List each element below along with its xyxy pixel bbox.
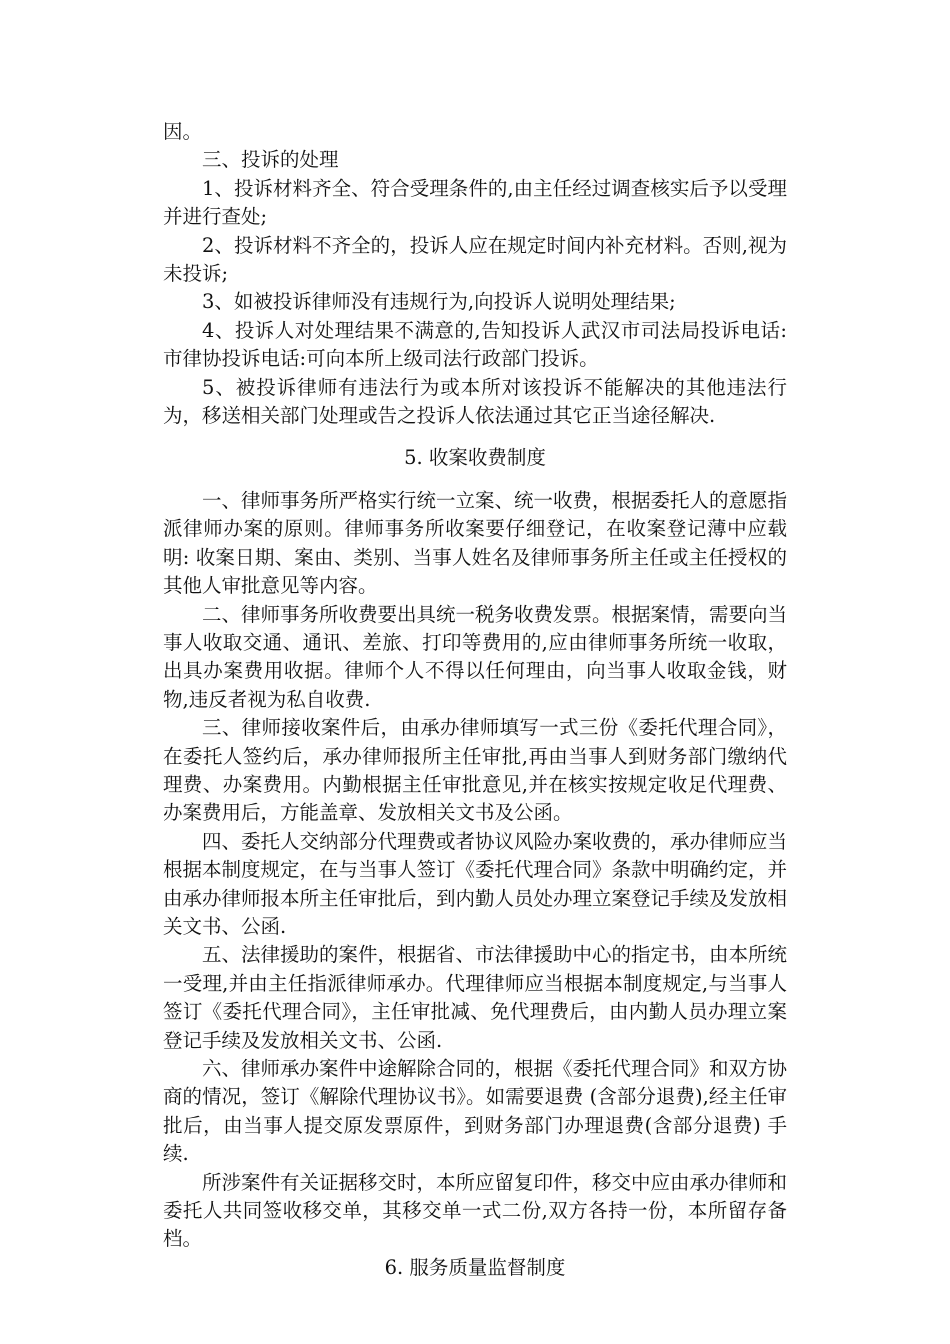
fee-paragraph-5: 五、法律援助的案件，根据省、市法律援助中心的指定书，由本所统一受理,并由主任指派律师承办。代理律师应当根据本制度规定,与当事人签订《委托代理合同》，主任审批减、免代理费后，由内勤人员办理立案登记手续及发放相关文书、公函. bbox=[163, 943, 788, 1052]
complaint-item-3: 3、如被投诉律师没有违规行为,向投诉人说明处理结果; bbox=[202, 290, 676, 314]
complaint-item-5: 5、被投诉律师有违法行为或本所对该投诉不能解决的其他违法行为，移送相关部门处理或告之投诉人依法通过其它正当途径解决. bbox=[163, 375, 787, 428]
complaint-item-2: 2、投诉材料不齐全的，投诉人应在规定时间内补充材料。否则,视为未投诉; bbox=[163, 233, 787, 286]
fee-paragraph-2: 二、律师事务所收费要出具统一税务收费发票。根据案情，需要向当事人收取交通、通讯、差旅、打印等费用的,应由律师事务所统一收取，出具办案费用收据。律师个人不得以任何理由，向当事人收取金钱，财物,违反者视为私自收费. bbox=[163, 602, 788, 711]
paragraph-tail: 因。 bbox=[163, 120, 203, 143]
section-title-6: 6. 服务质量监督制度 bbox=[384, 1255, 566, 1279]
fee-paragraph-7: 所涉案件有关证据移交时，本所应留复印件，移交中应由承办律师和委托人共同签收移交单，其移交单一式二份,双方各持一份，本所留存备档。 bbox=[163, 1170, 788, 1251]
fee-paragraph-4: 四、委托人交纳部分代理费或者协议风险办案收费的，承办律师应当根据本制度规定，在与当事人签订《委托代理合同》条款中明确约定，并由承办律师报本所主任审批后，到内勤人员处办理立案登记手续及发放相关文书、公函. bbox=[163, 829, 788, 938]
complaint-item-1: 1、投诉材料齐全、符合受理条件的,由主任经过调查核实后予以受理并进行查处; bbox=[163, 176, 787, 229]
complaint-item-4: 4、投诉人对处理结果不满意的,告知投诉人武汉市司法局投诉电话: 市律协投诉电话:可向本所上级司法行政部门投诉。 bbox=[163, 318, 787, 371]
fee-paragraph-1: 一、律师事务所严格实行统一立案、统一收费，根据委托人的意愿指派律师办案的原则。律师事务所收案要仔细登记，在收案登记薄中应载明: 收案日期、案由、类别、当事人姓名及律师事务所主任或主任授权的其他人审批意见等内容。 bbox=[163, 488, 788, 598]
subsection-title: 三、投诉的处理 bbox=[202, 148, 339, 172]
fee-paragraph-6: 六、律师承办案件中途解除合同的，根据《委托代理合同》和双方协商的情况，签订《解除代理协议书》。如需要退费 (含部分退费),经主任审批后，由当事人提交原发票原件，到财务部门办理退费(含部分退费) 手续. bbox=[163, 1057, 788, 1166]
section-title-5: 5. 收案收费制度 bbox=[404, 446, 546, 470]
document-page bbox=[163, 118, 787, 1282]
fee-paragraph-3: 三、律师接收案件后，由承办律师填写一式三份《委托代理合同》，在委托人签约后，承办律师报所主任审批,再由当事人到财务部门缴纳代理费、办案费用。内勤根据主任审批意见,并在核实按规定收足代理费、办案费用后，方能盖章、发放相关文书及公函。 bbox=[163, 716, 787, 825]
